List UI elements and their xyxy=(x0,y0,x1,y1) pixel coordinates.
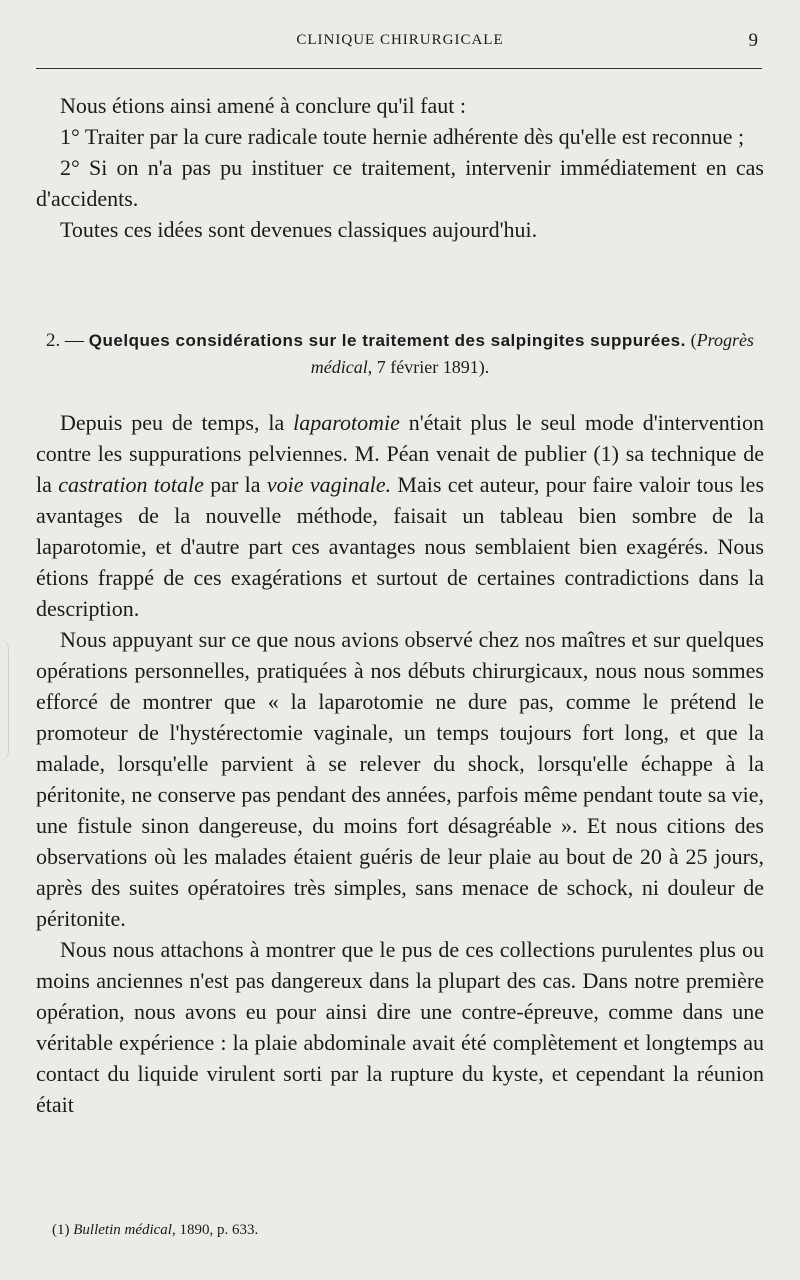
paragraph: Nous appuyant sur ce que nous avions observé chez nos maîtres et sur quelques opérations personnelles, pratiquées à nos débuts chirurgicaux, nous nous sommes efforcé de montrer que « la laparotomie ne dure pas, comme le prétend le promoteur de l'hystérectomie vaginale, un temps toujours fort long, et que la malade, lorsqu'elle parvient à se relever du shock, lorsqu'elle échappe à la péritonite, ne conserve pas pendant des années, parfois même pendant toute sa vie, une fistule sinon dangereuse, du moins fort désagréable ». Et nous citions des observations où les malades étaient guéris de leur plaie au bout de 20 à 25 jours, après des suites opératoires très simples, sans menace de schock, ni douleur de péritonite. xyxy=(36,627,764,931)
source-journal: Progrès médical xyxy=(310,330,754,377)
paragraph xyxy=(36,407,764,624)
section-number: 2. — xyxy=(46,330,85,351)
italic-term: voie vaginale. xyxy=(266,472,392,497)
conclusion-block xyxy=(36,90,764,245)
section-title: Quelques considérations sur le traitement des salpingites suppurées. xyxy=(88,331,686,350)
source-paren: ( xyxy=(690,330,697,350)
text-run: par la xyxy=(203,472,267,497)
source-date: , 7 février 1891). xyxy=(367,357,490,377)
italic-term: laparotomie xyxy=(293,410,400,435)
footnote-marker: (1) xyxy=(52,1222,74,1238)
text-run: Mais cet auteur, pour faire valoir tous les avantages de la nouvelle méthode, faisait un tableau bien sombre de la laparotomie, et d'autre part ces avantages nous semblaient bien exagérés. Nous étions frappé de ces exagérations et surtout de certaines contradictions dans la description. xyxy=(36,472,765,621)
section-body xyxy=(36,407,764,1120)
paragraph: Nous étions ainsi amené à conclure qu'il faut : xyxy=(60,93,466,118)
paragraph: 2° Si on n'a pas pu instituer ce traitement, intervenir immédiatement en cas d'accidents. xyxy=(36,155,764,211)
italic-term: castration totale xyxy=(58,472,204,497)
paragraph: Toutes ces idées sont devenues classiques aujourd'hui. xyxy=(60,217,538,242)
footnote-ref: , 1890, p. 633. xyxy=(171,1222,259,1238)
text-run: Depuis peu de temps, la xyxy=(60,410,294,435)
paragraph: 1° Traiter par la cure radicale toute hernie adhérente dès qu'elle est reconnue ; xyxy=(60,124,745,149)
footnote-journal: Bulletin médical xyxy=(73,1222,172,1238)
footnote xyxy=(52,1222,258,1239)
running-title: CLINIQUE CHIRURGICALE xyxy=(296,32,504,48)
section-heading xyxy=(36,327,764,381)
paragraph: Nous nous attachons à montrer que le pus de ces collections purulentes plus ou moins anciennes n'est pas dangereux dans la plupart des cas. Dans notre première opération, nous avons eu pour ainsi dire une contre-épreuve, comme dans une véritable expérience : la plaie abdominale avait été complètement et longtemps au contact du liquide virulent sorti par la rupture du kyste, et cependant la réunion était xyxy=(36,937,764,1117)
page-number: 9 xyxy=(748,30,758,51)
text-run: n'était plus le seul mode d'intervention contre les suppurations pelviennes. M. Péan venait de publier (1) sa technique de la xyxy=(36,410,764,497)
header-rule xyxy=(36,68,762,69)
running-head xyxy=(36,30,764,54)
page-edge-shadow xyxy=(0,640,9,760)
